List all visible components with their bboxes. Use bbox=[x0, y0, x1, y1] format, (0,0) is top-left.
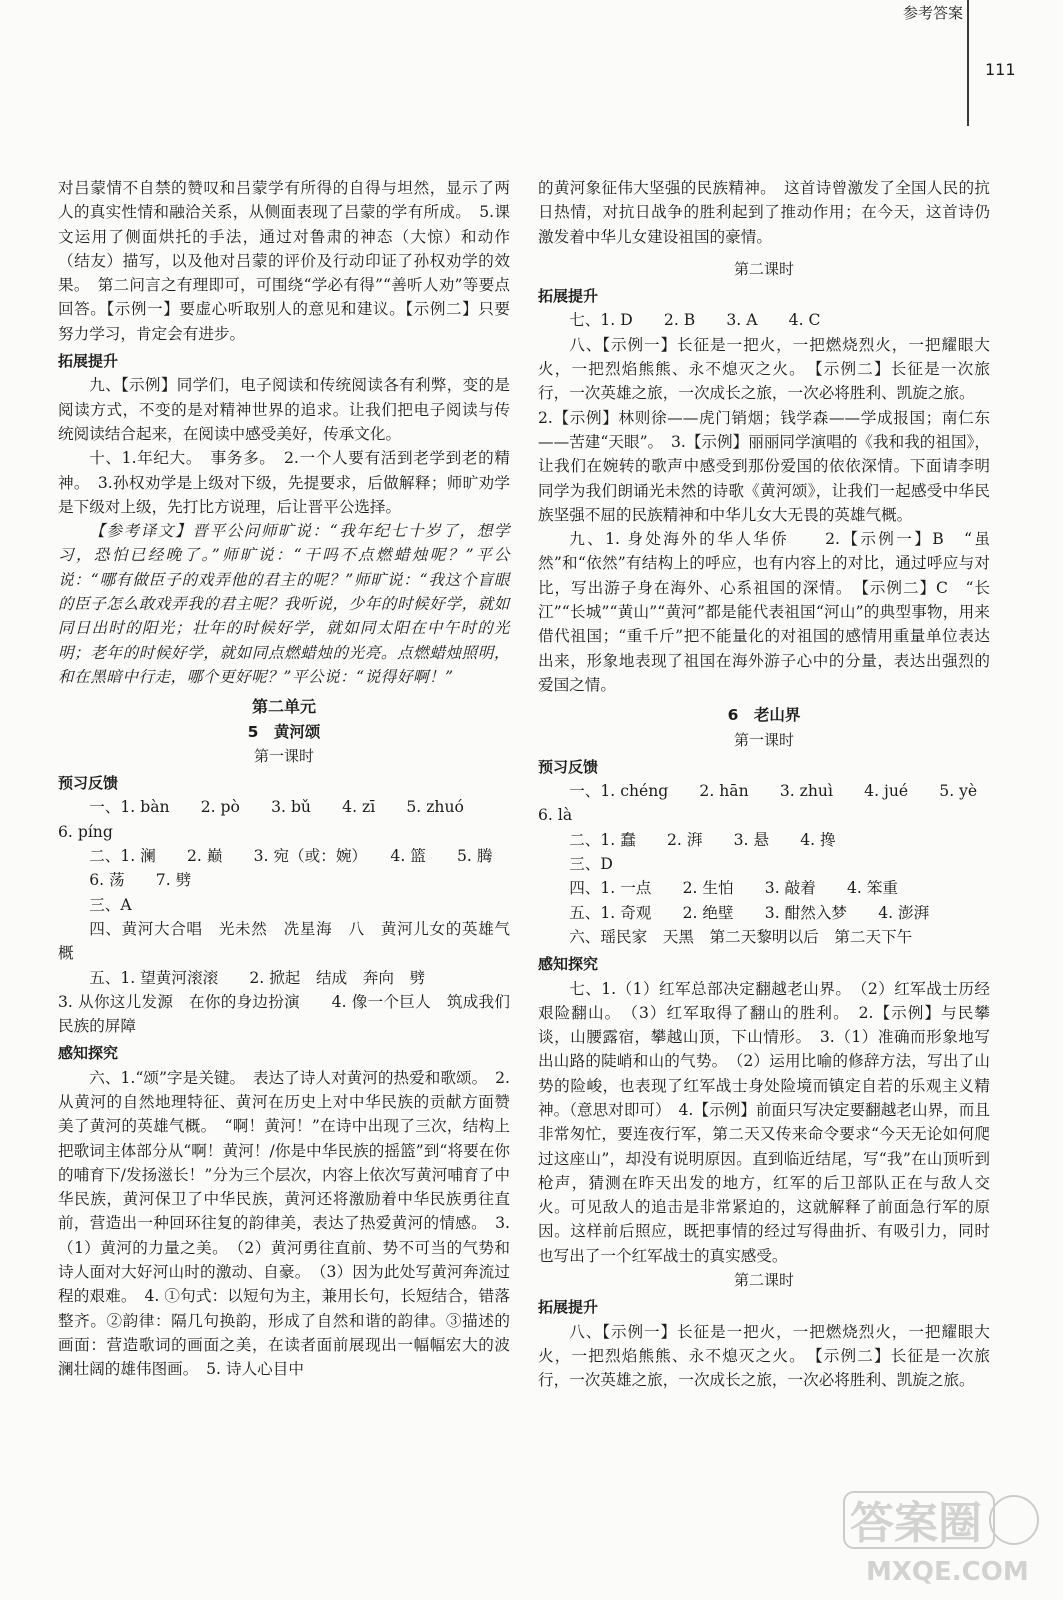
header-divider bbox=[967, 0, 969, 126]
period-title: 第一课时 bbox=[253, 746, 314, 765]
watermark-logo bbox=[836, 1476, 1041, 1588]
paragraph: 八、【示例一】长征是一把火，一把燃烧烈火，一把耀眼大火，一把烈焰熊熊、永不熄灭之火。 【示例二】长征是一次旅行，一次英雄之旅，一次成长之旅，一次必将胜利、凯旋之旅。 bbox=[538, 335, 990, 403]
answer-line: 四、黄河大合唱 光未然 冼星海 八 黄河儿女的英雄气概 bbox=[58, 919, 510, 963]
paragraph: 十、1.年纪大。 事务多。 2.一个人要有活到老学到老的精神。 3.孙权劝学是上级对下级，先提要求，后做解释；师旷劝学是下级对上级，先打比方说理，后让晋平公选择。 bbox=[58, 449, 510, 516]
paragraph: 七、1.（1）红军总部决定翻越老山界。 （2）红军战士历经艰险翻山。 （3）红军取得了翻山的胜利。 2.【示例】与民攀谈，山腰露宿，攀越山顶，下山情形。 3.（1）准确而形象地写出山路的陡峭和山的气势。 （2）运用比喻的修辞方法，写出了山势的险峻，也表现了红军战士身处险境而镇定自若的乐观主义精神。（意思对即可） 4.【示例】前面只写决定要翻越老山界，而且非常匆忙，要连夜行军，第二天又传来命令要求“今天无论如何爬过这座山”，却没有说明原因。直到临近结尾，写“我”在山顶听到枪声，猜测在昨天出发的地方，红军的后卫部队正在与敌人交火。可见敌人的追击是非常紧迫的，这就解释了前面急行军的原因。这样前后照应，既把事情的经过写得曲折、有吸引力，同时也写出了一个红军战士的真实感受。 bbox=[538, 979, 990, 1265]
paragraph: 的黄河象征伟大坚强的民族精神。 这首诗曾激发了全国人民的抗日热情，对抗日战争的胜利起到了推动作用；在今天，这首诗仍激发着中华儿女建设祖国的豪情。 bbox=[538, 179, 990, 246]
header-title: 参考答案 bbox=[902, 4, 963, 22]
answer-line: 五、1. 望黄河滚滚 2. 掀起 结成 奔向 劈 bbox=[89, 968, 426, 987]
period-title: 第二课时 bbox=[733, 259, 794, 278]
period-title: 第二课时 bbox=[733, 1271, 794, 1290]
answer-line: 一、1. bàn 2. pò 3. bǔ 4. zī 5. zhuó bbox=[89, 798, 464, 817]
answer-line: 6. píng bbox=[58, 822, 113, 841]
paragraph: 对吕蒙情不自禁的赞叹和吕蒙学有所得的自得与坦然，显示了两人的真实性情和融洽关系，从侧面表现了吕蒙的学有所成。 5.课文运用了侧面烘托的手法，通过对鲁肃的神态（大惊）和动作（结友）描写，以及他对吕蒙的评价及行动印证了孙权劝学的效果。 第二问言之有理即可，可围绕“学必有得”“善听人劝”等要点回答。【示例一】要虚心听取别人的意见和建议。【示例二】只要努力学习，肯定会有进步。 bbox=[58, 179, 510, 343]
watermark-url: MXQE.COM bbox=[866, 1557, 1029, 1587]
unit-title: 第二单元 bbox=[251, 697, 316, 717]
paragraph: 九、1. 身处海外的华人华侨 2.【示例一】B “虽然”和“依然”有结构上的呼应，也有内容上的对比，通过呼应与对比，写出游子身在海外、心系祖国的深情。 【示例二】C “长江”“长城”“黄山”“黄河”都是能代表祖国“河山”的典型事物，用来借代祖国；“重千斤”把不能量化的对祖国的感情用重量单位表达出来，形象地表现了祖国在海外游子心中的分量，表达出强烈的爱国之情。 bbox=[538, 530, 990, 694]
paragraph: 六、1.“颂”字是关键。 表达了诗人对黄河的热爱和歌颂。 2. 从黄河的自然地理特征、黄河在历史上对中华民族的贡献方面赞美了黄河的英雄气概。 “啊！黄河！”在诗中出现了三次，结构上把歌词主体部分从“啊！黄河！/你是中华民族的摇篮”到“将要在你的哺育下/发扬滋长！”分为三个层次，内容上依次写黄河哺育了中华民族，黄河保卫了中华民族，黄河还将激励着中华民族勇往直前，营造出一种回环往复的韵律美，表达了热爱黄河的情感。 3.（1）黄河的力量之美。 （2）黄河勇往直前、势不可当的气势和诗人面对大好河山时的激动、自豪。 （3）因为此处写黄河奔流过程的艰难。 4. ①句式：以短句为主，兼用长句，长短结合，错落整齐。②韵律：隔几句换韵，形成了自然和谐的韵律。③描述的画面：营造歌词的画面之美，在读者面前展现出一幅幅宏大的波澜壮阔的雄伟图画。 5. 诗人心目中 bbox=[58, 1068, 510, 1379]
paragraph: 八、【示例一】长征是一把火，一把燃烧烈火，一把耀眼大火，一把烈焰熊熊、永不熄灭之火。 【示例二】长征是一次旅行，一次英雄之旅，一次成长之旅，一次必将胜利、凯旋之旅。 bbox=[538, 1322, 990, 1390]
answer-line: 3. 从你这儿发源 在你的身边扮演 4. 像一个巨人 筑成我们民族的屏障 bbox=[58, 992, 510, 1036]
lesson-title: 5 黄河颂 bbox=[247, 722, 321, 741]
answer-line: 6. là bbox=[538, 806, 573, 825]
answer-line: 三、D bbox=[569, 855, 613, 874]
section-heading: 感知探究 bbox=[538, 955, 599, 974]
answer-line: 四、1. 一点 2. 生怕 3. 敲着 4. 笨重 bbox=[569, 879, 899, 898]
answer-line: 二、1. 蠢 2. 湃 3. 悬 4. 搀 bbox=[569, 830, 836, 849]
section-heading: 拓展提升 bbox=[538, 1298, 599, 1317]
answer-line: 七、1. D 2. B 3. A 4. C bbox=[569, 311, 821, 330]
answer-line: 三、A bbox=[89, 895, 132, 914]
watermark-brand: 答案圈 bbox=[850, 1498, 982, 1549]
section-heading: 预习反馈 bbox=[58, 774, 119, 793]
answer-line: 一、1. chéng 2. hān 3. zhuì 4. jué 5. yè bbox=[569, 782, 978, 801]
answer-line: 五、1. 奇观 2. 绝壁 3. 酣然入梦 4. 澎湃 bbox=[569, 903, 930, 922]
period-title: 第一课时 bbox=[733, 730, 794, 749]
answer-line: 二、1. 澜 2. 巅 3. 宛（或：婉） 4. 篮 5. 腾 bbox=[89, 847, 493, 866]
left-column bbox=[58, 176, 510, 1382]
page-number: 111 bbox=[985, 60, 1016, 79]
lesson-title: 6 老山界 bbox=[727, 706, 801, 725]
section-heading: 感知探究 bbox=[58, 1044, 119, 1063]
answer-line: 六、瑶民家 天黑 第二天黎明以后 第二天下午 bbox=[569, 927, 913, 946]
right-column bbox=[538, 176, 990, 1393]
section-heading: 预习反馈 bbox=[538, 757, 599, 776]
paragraph: 2.【示例】林则徐——虎门销烟；钱学森——学成报国；南仁东——苦建“天眼”。 3.【示例】丽丽同学演唱的《我和我的祖国》，让我们在婉转的歌声中感受到那份爱国的依依深情。下面请李明同学为我们朗诵光未然的诗歌《黄河颂》，让我们一起感受中华民族坚强不屈的民族精神和中华儿女大无畏的英雄气概。 bbox=[538, 408, 990, 524]
paragraph: 九、【示例】同学们，电子阅读和传统阅读各有利弊，变的是阅读方式，不变的是对精神世界的追求。让我们把电子阅读与传统阅读结合起来，在阅读中感受美好，传承文化。 bbox=[58, 376, 510, 443]
translation-paragraph: 【参考译文】晋平公问师旷说：“我年纪七十岁了，想学习，恐怕已经晚了。”师旷说：“干吗不点燃蜡烛呢？”平公说：“哪有做臣子的戏弄他的君主的呢？”师旷说：“我这个盲眼的臣子怎么敢戏弄我的君主呢？我听说，少年的时候好学，就如同日出时的阳光；壮年的时候好学，就如同太阳在中午时的光明；老年的时候好学，就如同点燃蜡烛的光亮。点燃蜡烛照明，和在黑暗中行走，哪个更好呢？”平公说：“说得好啊！” bbox=[58, 522, 510, 686]
answer-line: 6. 荡 7. 劈 bbox=[89, 871, 192, 890]
section-heading: 拓展提升 bbox=[58, 352, 119, 371]
section-heading: 拓展提升 bbox=[538, 287, 599, 306]
